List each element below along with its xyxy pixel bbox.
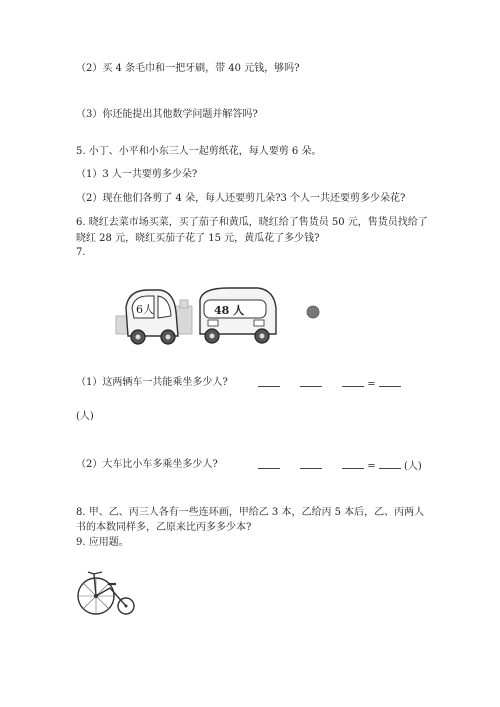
q8-line1: 8. 甲、乙、丙三人各有一些连环画，甲给乙 3 本，乙给丙 5 本后，乙、丙两人 bbox=[76, 507, 425, 518]
q7-sub1 bbox=[76, 376, 228, 390]
answer-blank[interactable] bbox=[300, 458, 322, 469]
q4-sub2: （2）买 4 条毛巾和一把牙刷，带 40 元钱，够吗? bbox=[76, 63, 300, 74]
ball bbox=[307, 306, 319, 318]
vehicles-illustration bbox=[108, 278, 338, 348]
q5-sub1: （1）3 人一共要剪多少朵? bbox=[76, 169, 198, 180]
answer-blank[interactable] bbox=[258, 458, 280, 469]
answer-blank[interactable] bbox=[258, 376, 280, 387]
q6-line2: 晓红 28 元，晓红买茄子花了 15 元，黄瓜花了多少钱? bbox=[76, 233, 320, 244]
answer-blank[interactable] bbox=[342, 458, 364, 469]
q8-line2: 书的本数同样多，乙原来比丙多多少本? bbox=[76, 522, 252, 533]
q7-sub2 bbox=[76, 458, 218, 472]
q7-sub2-text: （2）大车比小车多乘坐多少人? bbox=[76, 459, 218, 470]
q7-sub2-equation bbox=[258, 458, 422, 474]
small-car-label: 6人 bbox=[136, 303, 154, 316]
answer-blank[interactable] bbox=[342, 376, 364, 387]
answer-blank[interactable] bbox=[379, 376, 401, 387]
unit-label: (人) bbox=[403, 461, 422, 472]
q7-sub1-text: （1）这两辆车一共能乘坐多少人? bbox=[76, 377, 228, 388]
q6-line1: 6. 晓红去菜市场买菜，买了茄子和黄瓜，晓红给了售货员 50 元，售货员找给了 bbox=[76, 217, 428, 228]
answer-blank[interactable] bbox=[300, 376, 322, 387]
bus-label: 48 人 bbox=[214, 304, 245, 317]
q5-stem: 5. 小丁、小平和小东三人一起剪纸花，每人要剪 6 朵。 bbox=[76, 146, 322, 157]
q7-sub1-unit: (人) bbox=[76, 411, 94, 422]
q9-stem: 9. 应用题。 bbox=[76, 537, 129, 548]
q7-sub1-equation bbox=[258, 376, 401, 392]
answer-blank[interactable] bbox=[379, 458, 401, 469]
small-car bbox=[126, 290, 178, 344]
tricycle-illustration bbox=[76, 566, 138, 618]
q5-sub2: （2）现在他们各剪了 4 朵，每人还要剪几朵?3 个人一共还要剪多少朵花? bbox=[76, 193, 406, 204]
equals-sign: = bbox=[367, 461, 376, 472]
equals-sign: = bbox=[367, 379, 376, 390]
q4-sub3: （3）你还能提出其他数学问题并解答吗? bbox=[76, 109, 258, 120]
q7-number: 7. bbox=[76, 247, 86, 258]
